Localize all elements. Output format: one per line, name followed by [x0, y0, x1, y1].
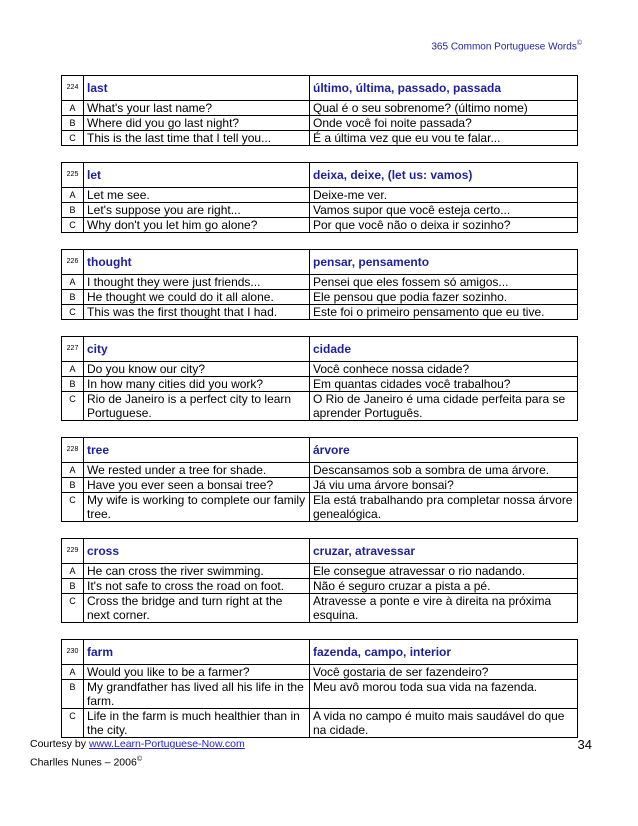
example-portuguese: Qual é o seu sobrenome? (último nome) — [310, 101, 578, 116]
example-letter: A — [62, 362, 84, 377]
example-english: I thought they were just friends... — [84, 275, 310, 290]
footer-copyright: © — [136, 756, 142, 763]
page-number: 34 — [577, 737, 592, 752]
example-portuguese: A vida no campo é muito mais saudável do que na cidade. — [310, 709, 578, 738]
example-row — [62, 116, 578, 131]
example-row — [62, 478, 578, 493]
example-row — [62, 131, 578, 146]
example-portuguese: Por que você não o deixa ir sozinho? — [310, 218, 578, 233]
example-letter: B — [62, 116, 84, 131]
example-portuguese: Não é seguro cruzar a pista a pé. — [310, 579, 578, 594]
example-letter: B — [62, 377, 84, 392]
example-row — [62, 290, 578, 305]
entry-translation: fazenda, campo, interior — [310, 640, 578, 665]
example-english: Cross the bridge and turn right at the next corner. — [84, 594, 310, 623]
entry-word: thought — [84, 250, 310, 275]
entry-number: 228 — [62, 438, 84, 463]
example-english: This is the last time that I tell you... — [84, 131, 310, 146]
example-letter: A — [62, 463, 84, 478]
example-english: In how many cities did you work? — [84, 377, 310, 392]
courtesy-line — [30, 736, 245, 752]
example-english: What's your last name? — [84, 101, 310, 116]
example-english: It's not safe to cross the road on foot. — [84, 579, 310, 594]
example-row — [62, 203, 578, 218]
example-letter: C — [62, 131, 84, 146]
example-letter: C — [62, 709, 84, 738]
example-portuguese: Este foi o primeiro pensamento que eu tive. — [310, 305, 578, 320]
word-entries — [61, 75, 577, 754]
entry-header-row — [62, 337, 578, 362]
example-portuguese: Descansamos sob a sombra de uma árvore. — [310, 463, 578, 478]
example-letter: C — [62, 305, 84, 320]
example-english: My grandfather has lived all his life in the farm. — [84, 680, 310, 709]
example-english: Rio de Janeiro is a perfect city to learn Portuguese. — [84, 392, 310, 421]
example-portuguese: É a última vez que eu vou te falar... — [310, 131, 578, 146]
example-row — [62, 218, 578, 233]
example-english: We rested under a tree for shade. — [84, 463, 310, 478]
example-letter: C — [62, 493, 84, 522]
example-portuguese: Onde você foi noite passada? — [310, 116, 578, 131]
example-row — [62, 665, 578, 680]
example-row — [62, 392, 578, 421]
example-portuguese: Atravesse a ponte e vire à direita na próxima esquina. — [310, 594, 578, 623]
entry-header-row — [62, 76, 578, 101]
example-row — [62, 377, 578, 392]
example-row — [62, 564, 578, 579]
entry-number: 230 — [62, 640, 84, 665]
entry-header-row — [62, 640, 578, 665]
example-row — [62, 101, 578, 116]
entry-header-row — [62, 438, 578, 463]
example-portuguese: O Rio de Janeiro é uma cidade perfeita para se aprender Português. — [310, 392, 578, 421]
word-entry-table — [61, 249, 578, 320]
example-letter: A — [62, 101, 84, 116]
example-english: Have you ever seen a bonsai tree? — [84, 478, 310, 493]
example-row — [62, 463, 578, 478]
example-portuguese: Já viu uma árvore bonsai? — [310, 478, 578, 493]
example-letter: C — [62, 218, 84, 233]
header-title: 365 Common Portuguese Words — [431, 41, 577, 53]
entry-word: farm — [84, 640, 310, 665]
entry-word: city — [84, 337, 310, 362]
entry-header-row — [62, 250, 578, 275]
example-row — [62, 680, 578, 709]
page-footer — [30, 736, 245, 771]
entry-header-row — [62, 163, 578, 188]
example-letter: C — [62, 392, 84, 421]
entry-word: last — [84, 76, 310, 101]
entry-word: let — [84, 163, 310, 188]
example-row — [62, 305, 578, 320]
example-english: Would you like to be a farmer? — [84, 665, 310, 680]
example-row — [62, 275, 578, 290]
example-letter: B — [62, 680, 84, 709]
example-portuguese: Você gostaria de ser fazendeiro? — [310, 665, 578, 680]
word-entry-table — [61, 538, 578, 623]
example-letter: A — [62, 564, 84, 579]
example-english: He thought we could do it all alone. — [84, 290, 310, 305]
entry-translation: árvore — [310, 438, 578, 463]
example-english: This was the first thought that I had. — [84, 305, 310, 320]
entry-translation: último, última, passado, passada — [310, 76, 578, 101]
example-portuguese: Deixe-me ver. — [310, 188, 578, 203]
example-english: Do you know our city? — [84, 362, 310, 377]
entry-word: tree — [84, 438, 310, 463]
example-letter: B — [62, 203, 84, 218]
example-row — [62, 579, 578, 594]
courtesy-text: Courtesy by — [30, 738, 89, 750]
example-row — [62, 188, 578, 203]
example-portuguese: Ela está trabalhando pra completar nossa árvore genealógica. — [310, 493, 578, 522]
example-english: Let's suppose you are right... — [84, 203, 310, 218]
author-text: Charlles Nunes – 2006 — [30, 756, 137, 769]
example-english: Life in the farm is much healthier than in the city. — [84, 709, 310, 738]
page-header — [431, 40, 582, 52]
entry-number: 229 — [62, 539, 84, 564]
word-entry-table — [61, 336, 578, 421]
entry-header-row — [62, 539, 578, 564]
example-english: Where did you go last night? — [84, 116, 310, 131]
word-entry-table — [61, 75, 578, 146]
example-english: Let me see. — [84, 188, 310, 203]
example-row — [62, 709, 578, 738]
entry-number: 226 — [62, 250, 84, 275]
example-portuguese: Pensei que eles fossem só amigos... — [310, 275, 578, 290]
entry-number: 227 — [62, 337, 84, 362]
entry-number: 225 — [62, 163, 84, 188]
example-portuguese: Meu avô morou toda sua vida na fazenda. — [310, 680, 578, 709]
header-copyright: © — [576, 40, 582, 47]
example-portuguese: Ele consegue atravessar o rio nadando. — [310, 564, 578, 579]
example-english: My wife is working to complete our family tree. — [84, 493, 310, 522]
word-entry-table — [61, 639, 578, 738]
entry-translation: cruzar, atravessar — [310, 539, 578, 564]
example-letter: A — [62, 188, 84, 203]
website-link[interactable]: www.Learn-Portuguese-Now.com — [88, 738, 245, 750]
example-row — [62, 594, 578, 623]
example-letter: C — [62, 594, 84, 623]
entry-word: cross — [84, 539, 310, 564]
example-letter: A — [62, 275, 84, 290]
example-row — [62, 362, 578, 377]
entry-number: 224 — [62, 76, 84, 101]
example-portuguese: Ele pensou que podia fazer sozinho. — [310, 290, 578, 305]
example-english: Why don't you let him go alone? — [84, 218, 310, 233]
example-portuguese: Em quantas cidades você trabalhou? — [310, 377, 578, 392]
example-portuguese: Vamos supor que você esteja certo... — [310, 203, 578, 218]
example-letter: B — [62, 478, 84, 493]
example-letter: B — [62, 290, 84, 305]
author-line — [30, 752, 245, 771]
entry-translation: pensar, pensamento — [310, 250, 578, 275]
word-entry-table — [61, 437, 578, 522]
entry-translation: cidade — [310, 337, 578, 362]
entry-translation: deixa, deixe, (let us: vamos) — [310, 163, 578, 188]
example-row — [62, 493, 578, 522]
example-letter: B — [62, 579, 84, 594]
example-english: He can cross the river swimming. — [84, 564, 310, 579]
word-entry-table — [61, 162, 578, 233]
example-portuguese: Você conhece nossa cidade? — [310, 362, 578, 377]
example-letter: A — [62, 665, 84, 680]
